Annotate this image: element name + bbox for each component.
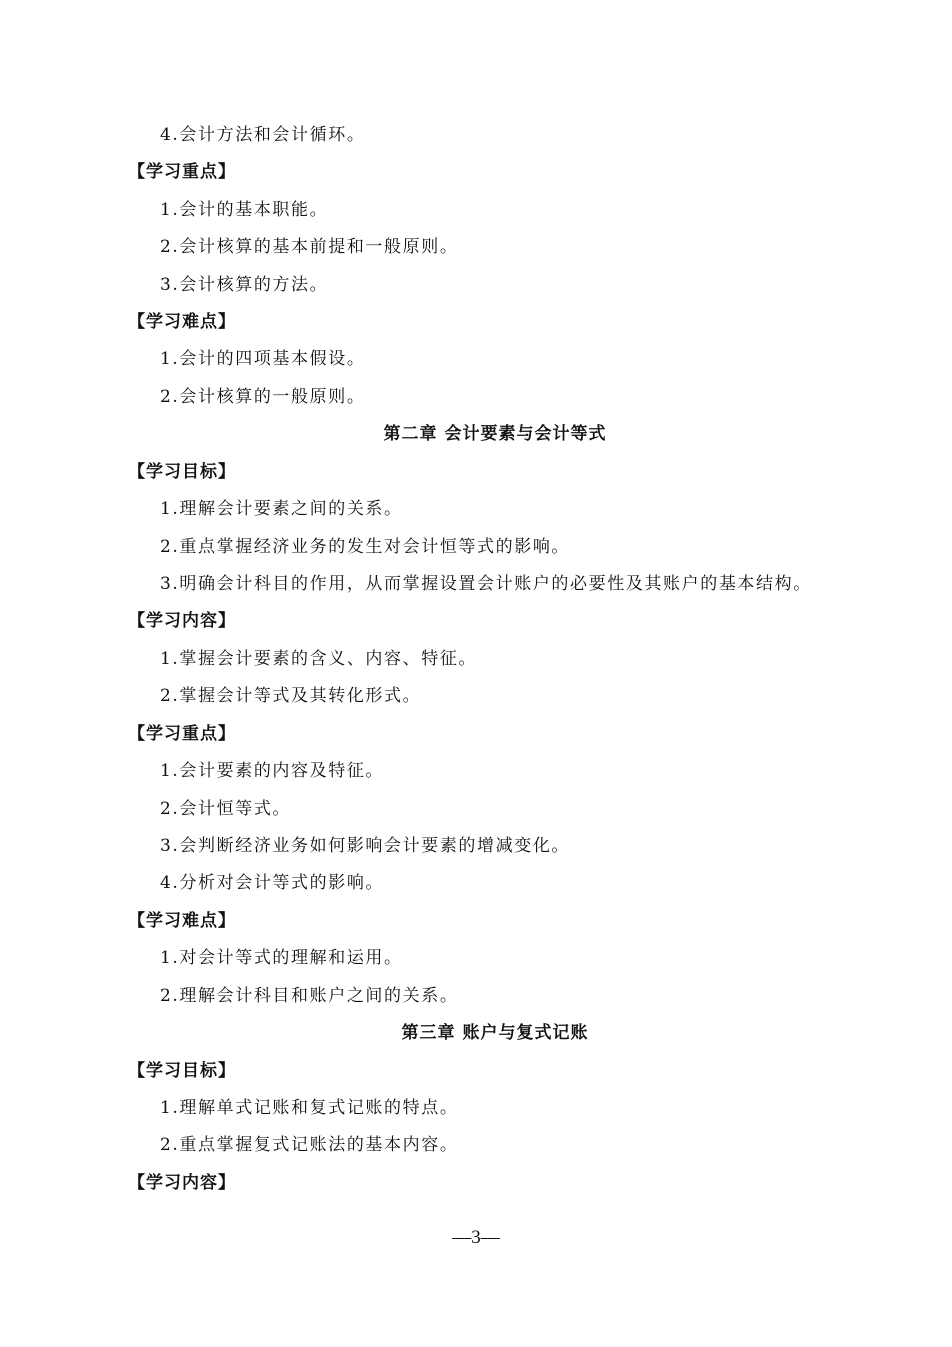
list-item: 1.会计要素的内容及特征。 (160, 761, 385, 781)
list-item: 2.掌握会计等式及其转化形式。 (160, 686, 422, 706)
list-item: 3.会计核算的方法。 (160, 275, 329, 295)
list-item: 2.理解会计科目和账户之间的关系。 (160, 986, 459, 1006)
section-heading-objectives: 【学习目标】 (128, 462, 236, 482)
section-heading-key-points: 【学习重点】 (128, 724, 236, 744)
section-heading-difficulties: 【学习难点】 (128, 312, 236, 332)
list-item: 2.会计核算的一般原则。 (160, 387, 366, 407)
list-item: 4.会计方法和会计循环。 (160, 125, 366, 145)
list-item: 1.理解会计要素之间的关系。 (160, 499, 403, 519)
list-item: 1.理解单式记账和复式记账的特点。 (160, 1098, 459, 1118)
list-item: 1.对会计等式的理解和运用。 (160, 948, 403, 968)
list-item: 1.会计的基本职能。 (160, 200, 329, 220)
list-item: 2.重点掌握经济业务的发生对会计恒等式的影响。 (160, 537, 571, 557)
section-heading-difficulties: 【学习难点】 (128, 911, 236, 931)
list-item: 2.会计核算的基本前提和一般原则。 (160, 237, 459, 257)
list-item: 3.会判断经济业务如何影响会计要素的增减变化。 (160, 836, 571, 856)
list-item: 4.分析对会计等式的影响。 (160, 873, 385, 893)
list-item: 1.掌握会计要素的含义、内容、特征。 (160, 649, 478, 669)
section-heading-content: 【学习内容】 (128, 611, 236, 631)
page-number: —3— (452, 1227, 500, 1248)
list-item: 2.重点掌握复式记账法的基本内容。 (160, 1135, 459, 1155)
list-item: 3.明确会计科目的作用，从而掌握设置会计账户的必要性及其账户的基本结构。 (160, 574, 812, 594)
list-item: 2.会计恒等式。 (160, 799, 292, 819)
chapter-title: 第三章 账户与复式记账 (401, 1023, 589, 1043)
section-heading-key-points: 【学习重点】 (128, 162, 236, 182)
section-heading-content: 【学习内容】 (128, 1173, 236, 1193)
section-heading-objectives: 【学习目标】 (128, 1061, 236, 1081)
chapter-title: 第二章 会计要素与会计等式 (383, 424, 607, 444)
list-item: 1.会计的四项基本假设。 (160, 349, 366, 369)
